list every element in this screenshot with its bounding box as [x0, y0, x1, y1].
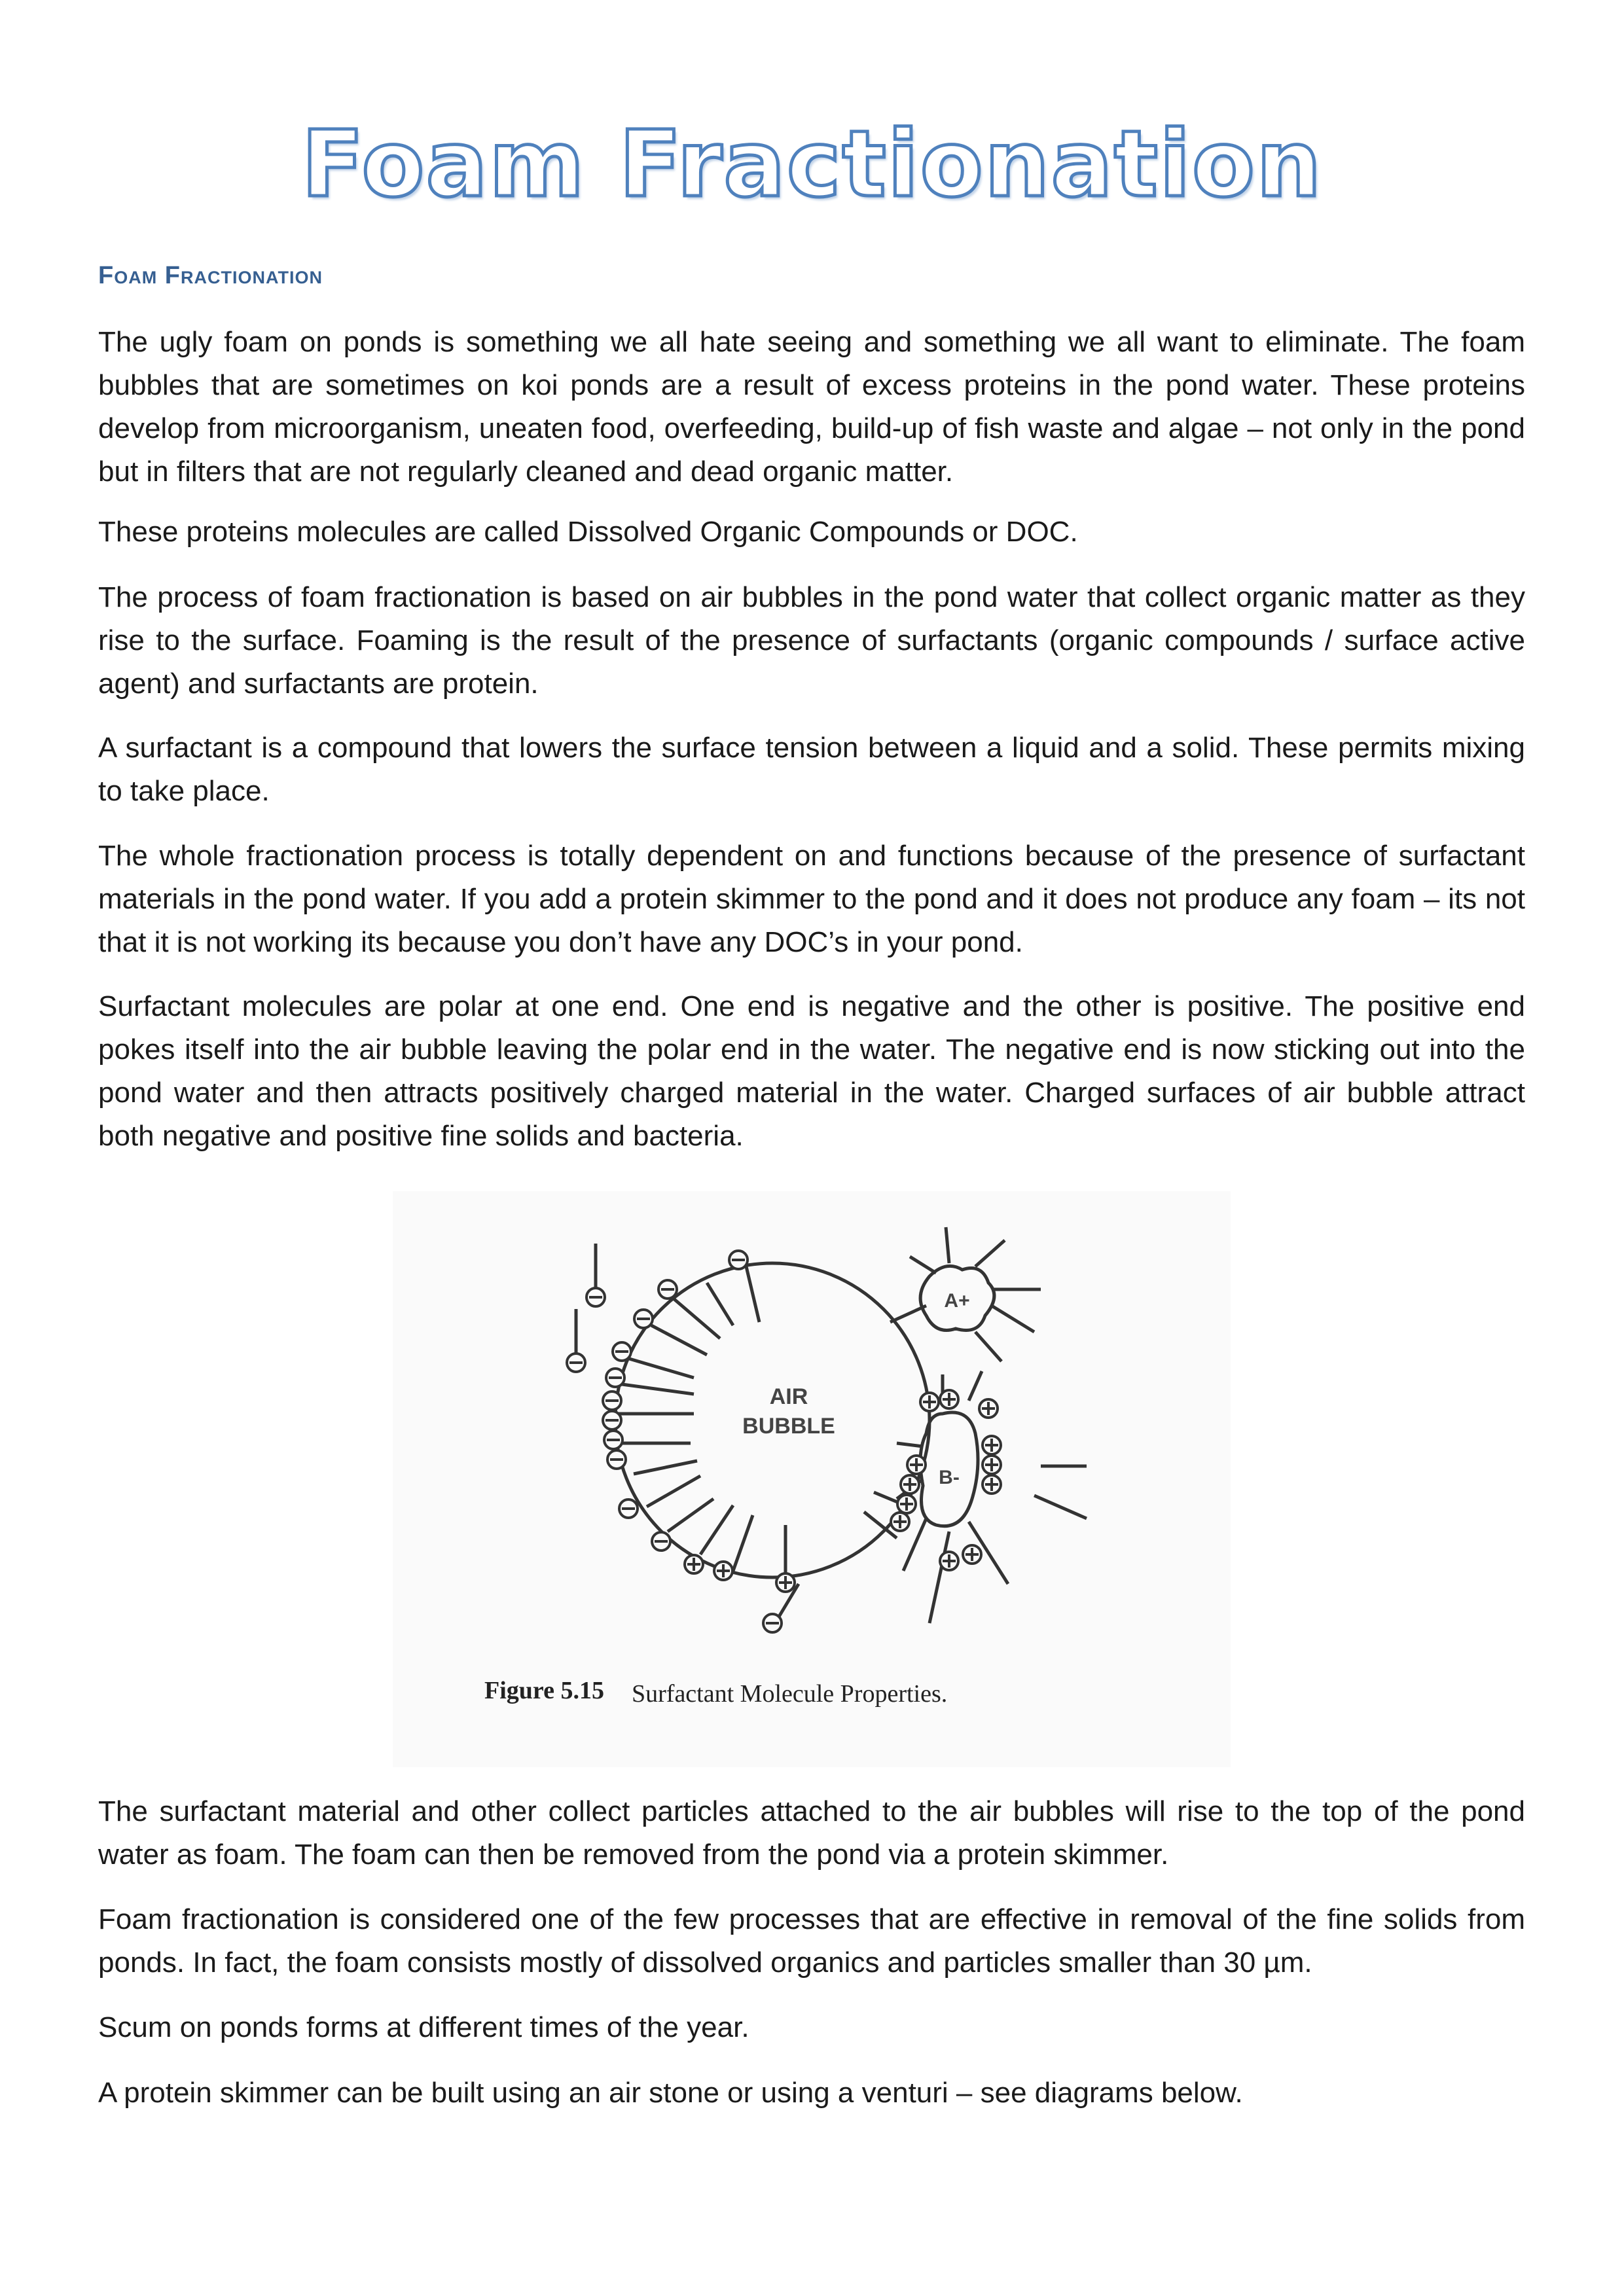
particle-a-label: A+: [944, 1290, 970, 1312]
negative-head: [607, 1450, 626, 1469]
negative-head: [634, 1310, 653, 1328]
negative-head: [729, 1251, 748, 1269]
figure-caption-text: Surfactant Molecule Properties.: [632, 1680, 948, 1708]
paragraph-intro: The ugly foam on ponds is something we all hate seeing and something we all want to eliminate. The foam bubbles that are sometimes on koi ponds are a result of excess proteins in the pond water. These proteins develop from microorganism, uneaten food, overfeeding, build-up of fish waste and algae – not only in the pond but in filters that are not regularly cleaned and dead organic matter.: [98, 326, 1525, 488]
positive-head: [983, 1456, 1001, 1474]
particle-b-label: B-: [939, 1467, 960, 1488]
negative-head: [567, 1354, 585, 1372]
positive-head: [897, 1495, 916, 1513]
bubble-label-line2: BUBBLE: [742, 1414, 835, 1439]
surfactant-figure: [393, 1191, 1231, 1767]
figure-caption-number: Figure 5.15: [484, 1677, 604, 1704]
paragraph-doc: These proteins molecules are called Dissolved Organic Compounds or DOC.: [98, 516, 1078, 548]
surfactant-diagram: [393, 1191, 1231, 1767]
positive-head: [940, 1390, 958, 1408]
negative-head: [604, 1431, 623, 1449]
paragraph-scum: Scum on ponds forms at different times of the year.: [98, 2011, 749, 2043]
negative-head: [659, 1280, 677, 1299]
paragraph-surfactant-definition: A surfactant is a compound that lowers the surface tension between a liquid and a solid. These permits mixing to take place.: [98, 732, 1525, 807]
paragraph-fine-solids: Foam fractionation is considered one of the few processes that are effective in removal of the fine solids from ponds. In fact, the foam consists mostly of dissolved organics and particles smaller than 30 µm.: [98, 1903, 1525, 1979]
positive-head: [776, 1573, 795, 1592]
paragraph-skimmer: A protein skimmer can be built using an air stone or using a venturi – see diagrams below.: [98, 2077, 1243, 2109]
positive-head: [983, 1475, 1001, 1494]
positive-head: [940, 1552, 958, 1570]
negative-head: [603, 1411, 621, 1429]
page-title: Foam Fractionation: [301, 111, 1323, 218]
negative-head: [652, 1532, 670, 1551]
positive-head: [983, 1436, 1001, 1454]
bubble-label-line1: AIR: [769, 1384, 808, 1409]
negative-head: [606, 1369, 624, 1387]
positive-head: [907, 1456, 926, 1474]
paragraph-polarity: Surfactant molecules are polar at one end. One end is negative and the other is positive. The positive end pokes itself into the air bubble leaving the polar end in the water. The negative end is now sticking out into the pond water and then attracts positively charged material in the water. Charged surfaces of air bubble attract both negative and positive fine solids and bacteria.: [98, 990, 1525, 1152]
negative-head: [603, 1391, 621, 1410]
paragraph-dependency: The whole fractionation process is totally dependent on and functions because of the presence of surfactant materials in the pond water. If you add a protein skimmer to the pond and it does not produce any foam – its not that it is not working its because you don’t have any DOC’s in your pond.: [98, 840, 1525, 958]
section-heading: Foam Fractionation: [98, 262, 323, 289]
negative-head: [613, 1342, 631, 1361]
positive-head: [963, 1545, 981, 1564]
negative-head: [763, 1614, 782, 1632]
paragraph-process: The process of foam fractionation is based on air bubbles in the pond water that collect organic matter as they rise to the surface. Foaming is the result of the presence of surfactants (organic compounds / surface active agent) and surfactants are protein.: [98, 581, 1525, 700]
negative-head: [586, 1288, 605, 1306]
positive-head: [920, 1393, 939, 1411]
positive-head: [714, 1562, 732, 1580]
negative-head: [619, 1499, 638, 1518]
positive-head: [901, 1475, 919, 1494]
positive-head: [979, 1399, 998, 1418]
positive-head: [891, 1513, 909, 1531]
paragraph-foam-removal: The surfactant material and other collect particles attached to the air bubbles will rise to the top of the pond water as foam. The foam can then be removed from the pond via a protein skimmer.: [98, 1795, 1525, 1871]
positive-head: [685, 1555, 703, 1573]
